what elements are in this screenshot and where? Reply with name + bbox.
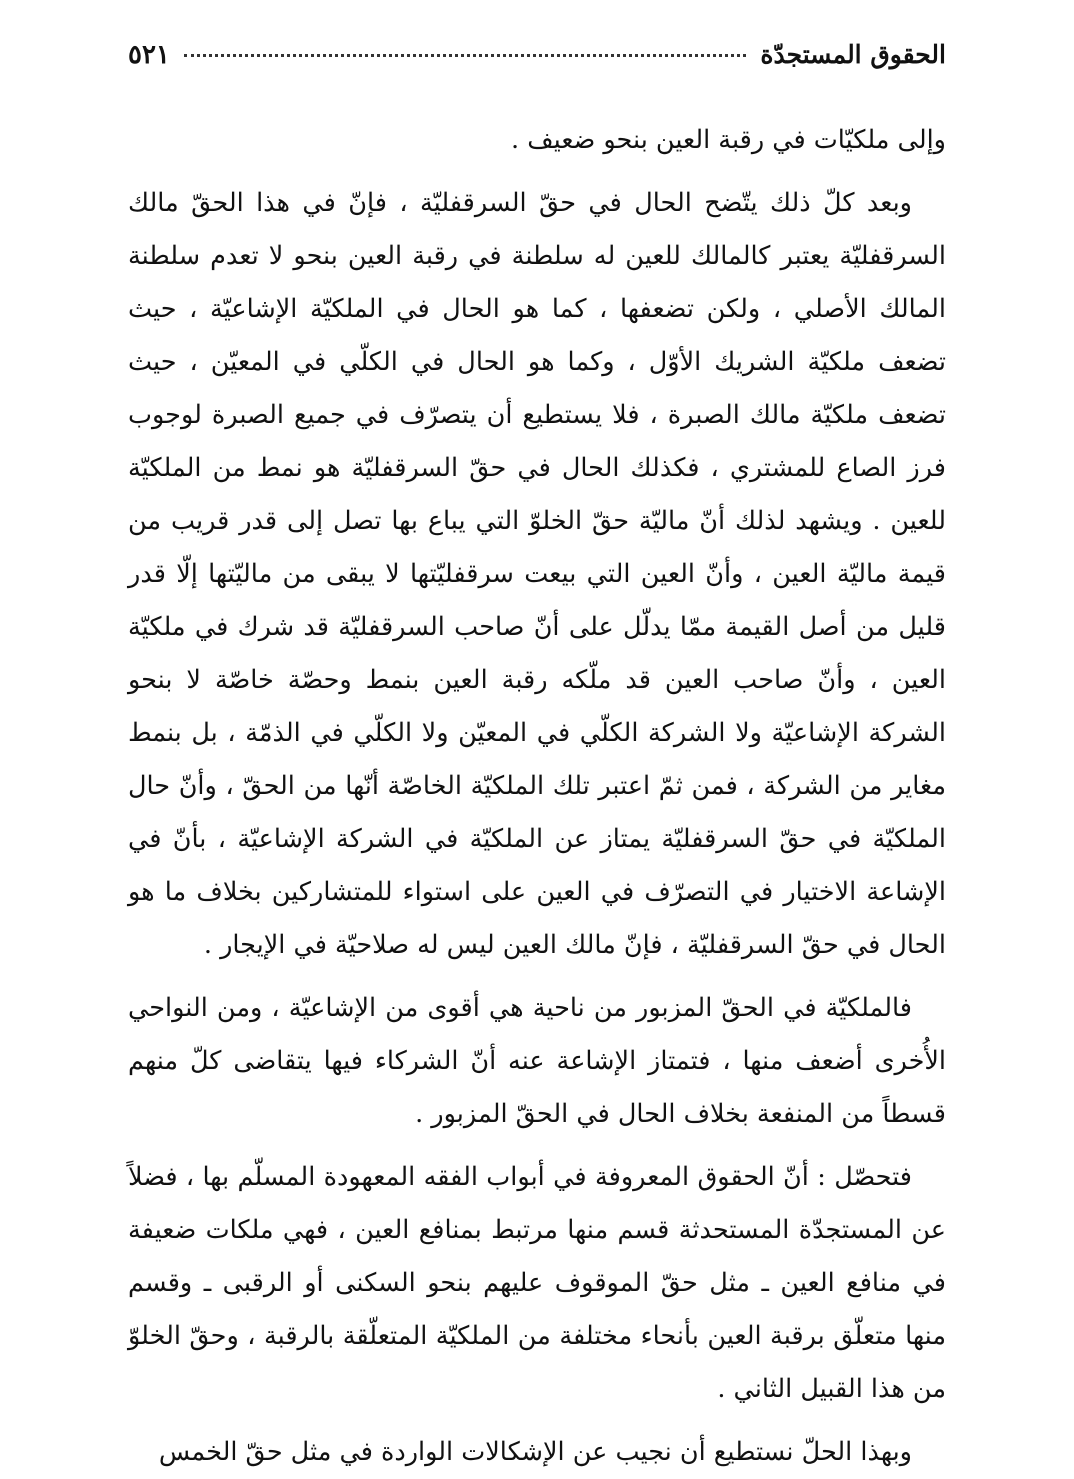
paragraph-sarqafliyya: وبعد كلّ ذلك يتّضح الحال في حقّ السرقفليّة ، فإنّ في هذا الحقّ مالك السرقفليّة يعتبر كالمالك للعين له سلطنة في رقبة العين بنحو لا تعدم سلطنة المالك الأصلي ، ولكن تضعفها ، كما هو الحال في الملكيّة الإشاعيّة ، حيث تضعف ملكيّة الشريك الأوّل ، وكما هو الحال في الكلّي في المعيّن ، حيث تضعف ملكيّة مالك الصبرة ، فلا يستطيع أن يتصرّف في جميع الصبرة لوجوب فرز الصاع للمشتري ، فكذلك الحال في حقّ السرقفليّة هو نمط من الملكيّة للعين . ويشهد لذلك أنّ ماليّة حقّ الخلوّ التي يباع بها تصل إلى قدر قريب من قيمة ماليّة العين ، وأنّ العين التي بيعت سرقفليّتها لا يبقى من ماليّتها إلّا قدر قليل من أصل القيمة ممّا يدلّل على أنّ صاحب السرقفليّة قد شرك في ملكيّة العين ، وأنّ صاحب العين قد ملّكه رقبة العين بنمط وحصّة خاصّة لا بنحو الشركة الإشاعيّة ولا الشركة الكلّي في المعيّن ولا الكلّي في الذمّة ، بل بنمط مغاير من الشركة ، فمن ثمّ اعتبر تلك الملكيّة الخاصّة أنّها من الحقّ ، وأنّ حال الملكيّة في حقّ السرقفليّة يمتاز عن الملكيّة في الشركة الإشاعيّة ، بأنّ في الإشاعة الاختيار في التصرّف في العين على استواء للمتشاركين بخلاف ما هو الحال في حقّ السرقفليّة ، فإنّ مالك العين ليس له صلاحيّة في الإيجار .	[128, 188, 946, 960]
paragraph-comparison: فالملكيّة في الحقّ المزبور من ناحية هي أقوى من الإشاعيّة ، ومن النواحي الأُخرى أضعف منها ، فتمتاز الإشاعة عنه أنّ الشركاء فيها يتقاضى كلّ منهم قسطاً من المنفعة بخلاف الحال في الحقّ المزبور .	[128, 993, 946, 1129]
paragraph-continuation: وإلى ملكيّات في رقبة العين بنحو ضعيف .	[511, 125, 946, 155]
dot-leader	[184, 54, 747, 57]
running-header	[128, 40, 946, 84]
running-title: الحقوق المستجدّة	[760, 40, 946, 69]
body-text	[128, 114, 946, 1479]
paragraph-solution: وبهذا الحلّ نستطيع أن نجيب عن الإشكالات الواردة في مثل حقّ الخمس	[158, 1437, 912, 1467]
book-page	[128, 40, 946, 1467]
page-number: ٥٢١	[128, 40, 170, 70]
paragraph-conclusion: فتحصّل : أنّ الحقوق المعروفة في أبواب الفقه المعهودة المسلّم بها ، فضلاً عن المستجدّة المستحدثة قسم منها مرتبط بمنافع العين ، فهي ملكات ضعيفة في منافع العين ـ مثل حقّ الموقوف عليهم بنحو السكنى أو الرقبى ـ وقسم منها متعلّق برقبة العين بأنحاء مختلفة من الملكيّة المتعلّقة بالرقبة ، وحقّ الخلوّ من هذا القبيل الثاني .	[128, 1162, 946, 1404]
